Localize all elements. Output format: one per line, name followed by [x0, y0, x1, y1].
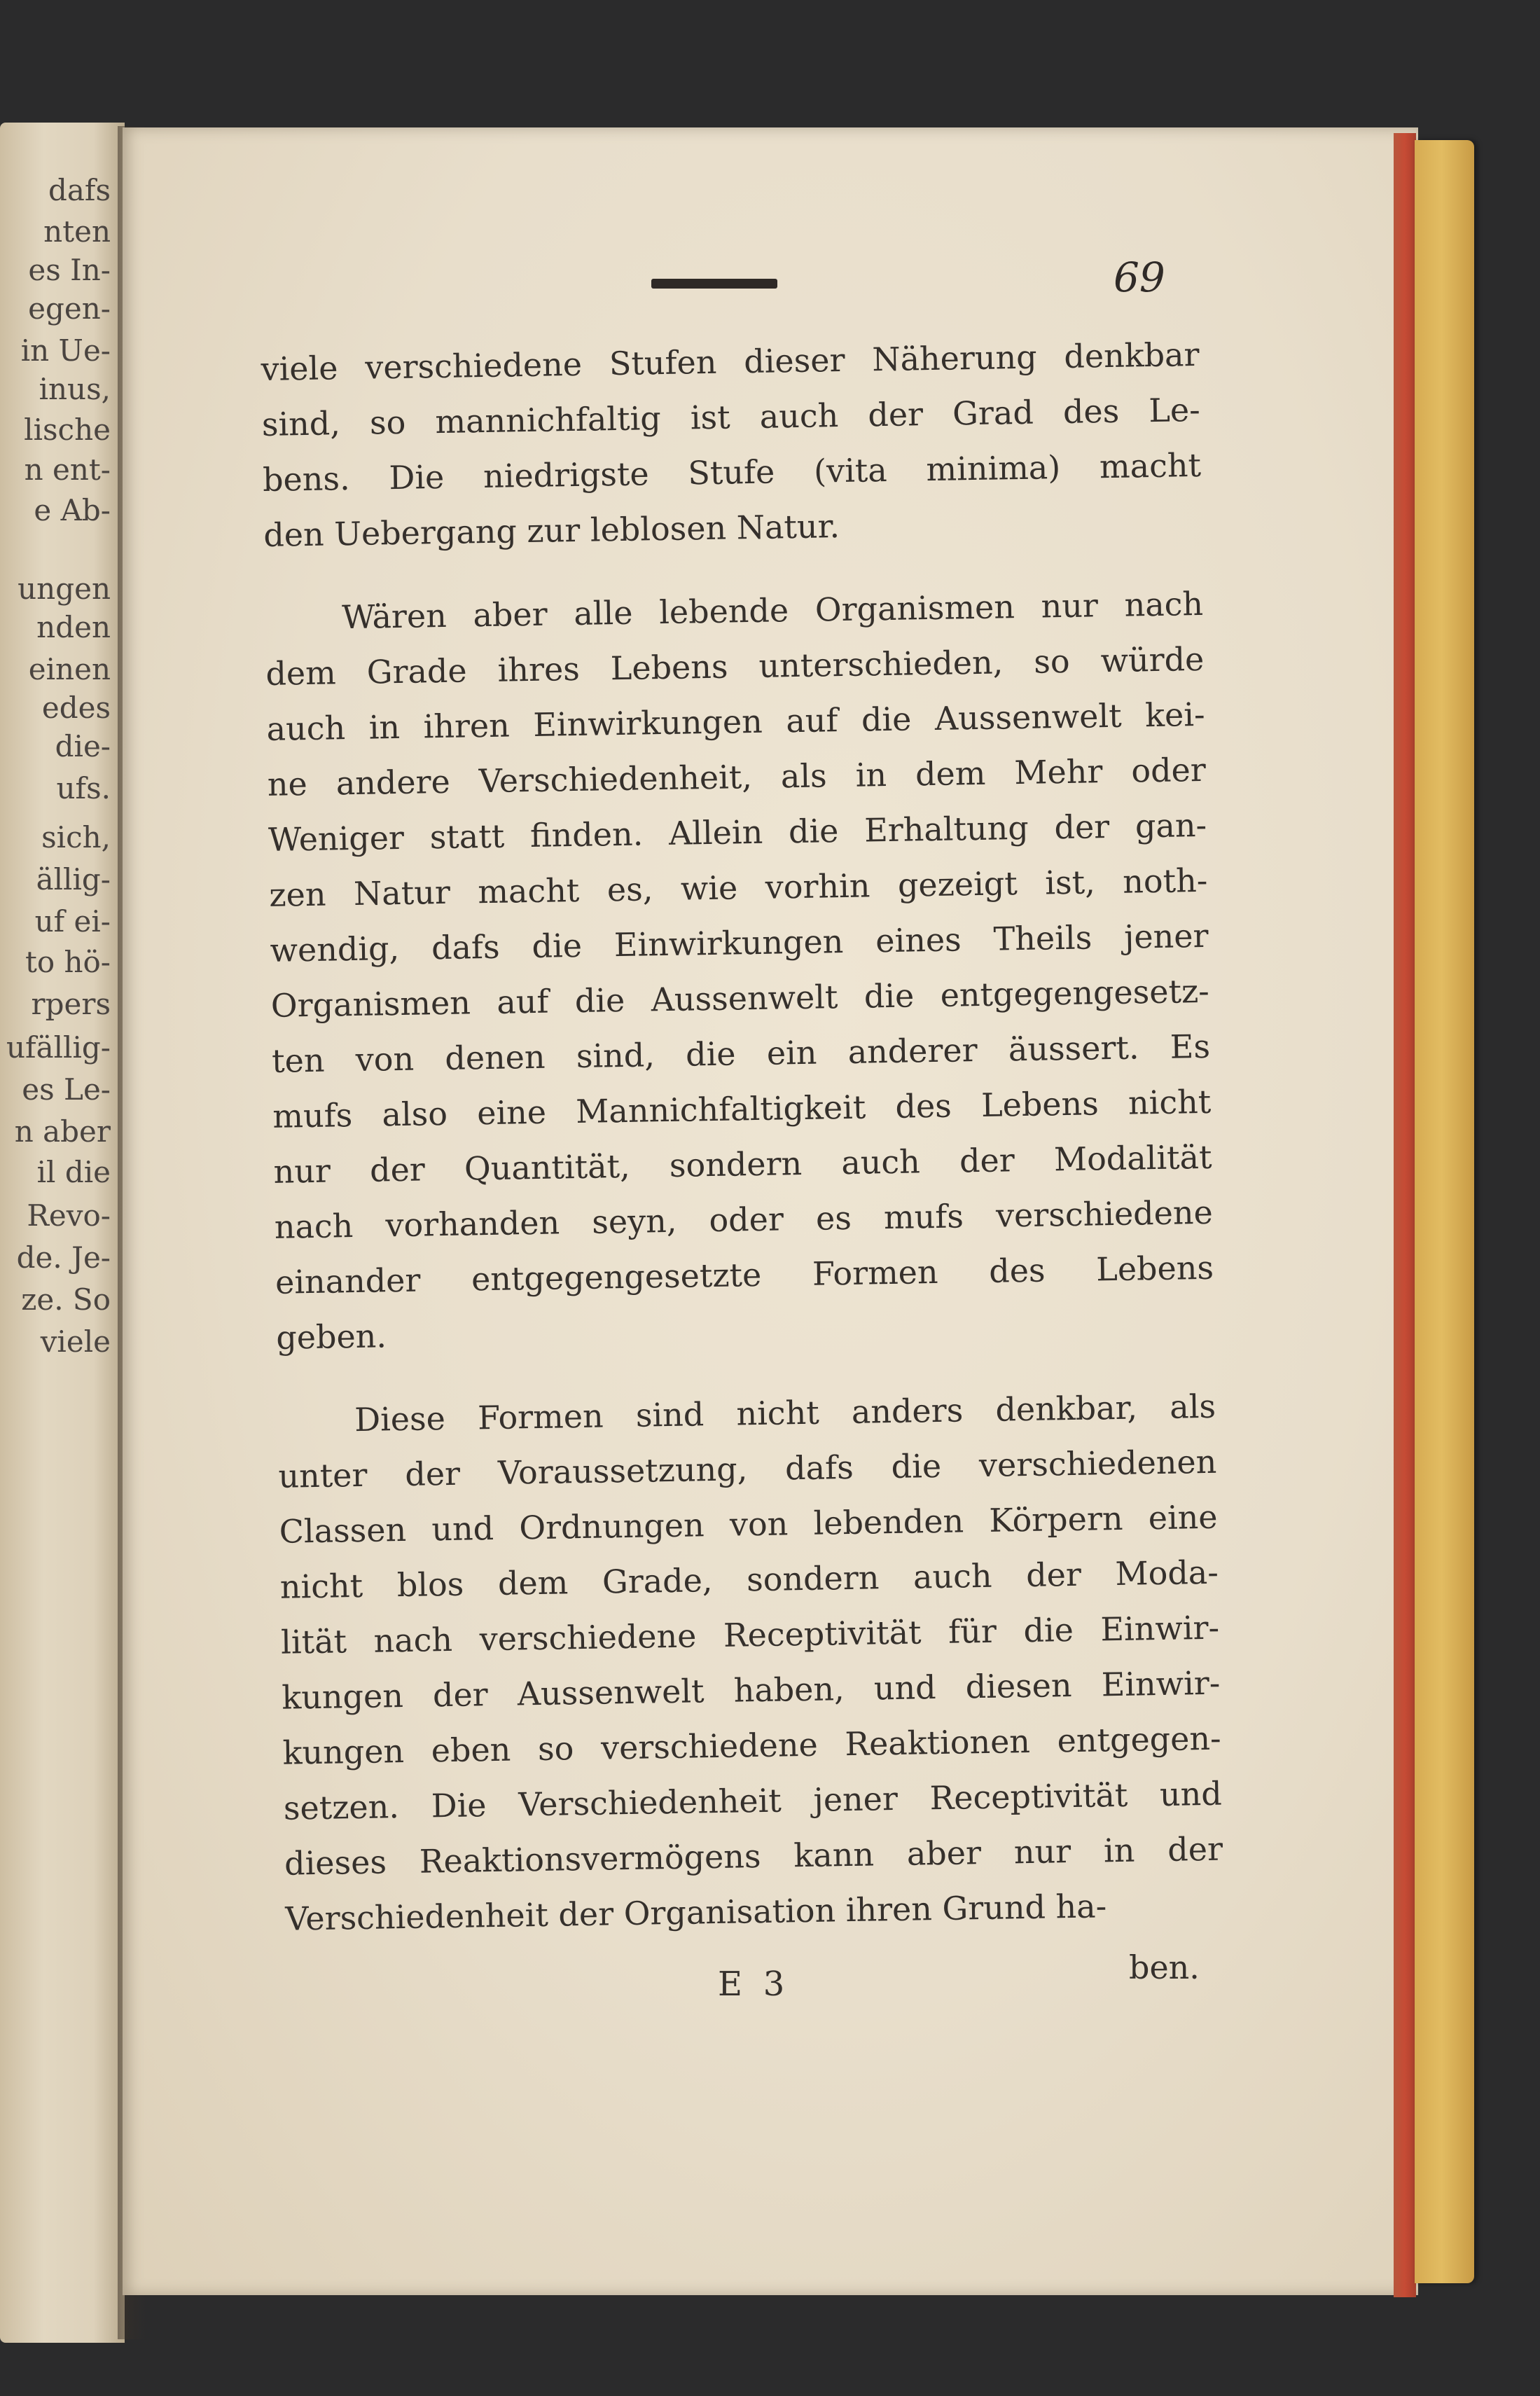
left-page-fragment: in Ue- — [20, 333, 111, 368]
text-line: Diese Formen sind nicht anders denkbar, als — [354, 1387, 1216, 1439]
left-page-fragment: ungen — [18, 572, 111, 606]
text-line: dem Grade ihres Lebens unterschieden, so würde — [265, 639, 1205, 693]
text-line: sind, so mannichfaltig ist auch der Grad des Le- — [261, 390, 1201, 443]
text-line: setzen. Die Verschiedenheit jener Receptivität und — [283, 1774, 1223, 1827]
left-page-fragment: es In- — [28, 253, 111, 287]
text-line: kungen eben so verschiedene Reaktionen entgegen- — [282, 1719, 1221, 1772]
text-line: ten von denen sind, die ein anderer äussert. Es — [271, 1027, 1211, 1080]
left-page-fragment: nden — [36, 610, 111, 644]
left-page-fragment: ze. So — [21, 1282, 111, 1317]
text-line: Classen und Ordnungen von lebenden Körpern eine — [279, 1497, 1218, 1551]
text-line: lität nach verschiedene Receptivität für die Einwir- — [280, 1608, 1220, 1661]
left-page-fragment: die- — [55, 729, 111, 763]
left-page-fragment: ällig- — [36, 862, 111, 896]
text-line: nur der Quantität, sondern auch der Modalität — [273, 1137, 1212, 1191]
text-line: den Uebergang zur leblosen Natur. — [263, 507, 840, 554]
page-number: 69 — [1114, 254, 1165, 301]
text-line: Verschiedenheit der Organisation ihren Grund ha- — [284, 1887, 1107, 1938]
left-page-fragment: rpers — [31, 987, 111, 1021]
text-line: unter der Voraussetzung, dafs die verschiedenen — [278, 1442, 1217, 1495]
book-cover-edge — [1415, 140, 1474, 2283]
text-line: dieses Reaktionsvermögens kann aber nur in der — [284, 1829, 1223, 1883]
body-text — [261, 327, 1224, 1975]
text-line: ne andere Verschiedenheit, als in dem Mehr oder — [267, 750, 1207, 803]
left-page-fragment: e Ab- — [34, 493, 111, 527]
left-page-fragment: uf ei- — [34, 904, 111, 939]
left-page-fragment: sich, — [41, 820, 111, 854]
left-page-fragment: edes — [41, 691, 111, 725]
left-page-fragment: inus, — [39, 372, 111, 406]
text-line: wendig, dafs die Einwirkungen eines Theils jener — [270, 916, 1209, 969]
left-page-fragment: to hö- — [25, 945, 111, 979]
header-ornament-rule — [651, 279, 777, 289]
left-page-fragment: viele — [40, 1324, 111, 1359]
signature-mark: E 3 — [718, 1965, 790, 2004]
left-page-fragment: ufällig- — [6, 1030, 111, 1065]
paragraph — [277, 1379, 1224, 1947]
paragraph — [265, 576, 1215, 1366]
left-page-fragment: einen — [28, 652, 111, 686]
text-line: nicht blos dem Grade, sondern auch der Moda- — [279, 1553, 1219, 1606]
left-page-fragment: n ent- — [24, 452, 111, 487]
left-page-fragment: lische — [24, 413, 111, 447]
text-line: Organismen auf die Aussenwelt die entgegengesetz- — [270, 971, 1210, 1025]
text-line: mufs also eine Mannichfaltigkeit des Lebens nicht — [272, 1082, 1212, 1135]
previous-page-sliver — [0, 123, 125, 2343]
catchword: ben. — [1129, 1948, 1200, 1986]
left-page-fragment: nten — [43, 214, 111, 249]
text-line: viele verschiedene Stufen dieser Näherung denkbar — [261, 335, 1200, 388]
left-page-fragment: egen- — [28, 291, 111, 326]
paragraph — [261, 327, 1202, 563]
text-line: einander entgegengesetzte Formen des Lebens — [275, 1248, 1214, 1301]
left-page-fragment: ufs. — [56, 771, 111, 805]
text-line: bens. Die niedrigste Stufe (vita minima) macht — [262, 445, 1202, 499]
text-line: auch in ihren Einwirkungen auf die Aussenwelt kei- — [266, 695, 1205, 748]
text-line: Wären aber alle lebende Organismen nur nach — [341, 584, 1204, 637]
red-page-edge — [1394, 133, 1416, 2297]
left-page-fragment: dafs — [48, 173, 111, 207]
left-page-fragment: es Le- — [22, 1072, 111, 1107]
text-line: nach vorhanden seyn, oder es mufs verschiedene — [274, 1193, 1214, 1246]
left-page-fragment: n aber — [14, 1114, 111, 1149]
left-page-fragment: de. Je- — [16, 1240, 111, 1275]
text-line: zen Natur macht es, wie vorhin gezeigt ist, noth- — [268, 861, 1208, 914]
left-page-fragment: il die — [36, 1155, 111, 1189]
left-page-fragment: Revo- — [27, 1198, 111, 1233]
text-line: Weniger statt finden. Allein die Erhaltung der gan- — [268, 805, 1207, 859]
text-line: kungen der Aussenwelt haben, und diesen Einwir- — [281, 1663, 1221, 1717]
text-line: geben. — [275, 1317, 387, 1357]
